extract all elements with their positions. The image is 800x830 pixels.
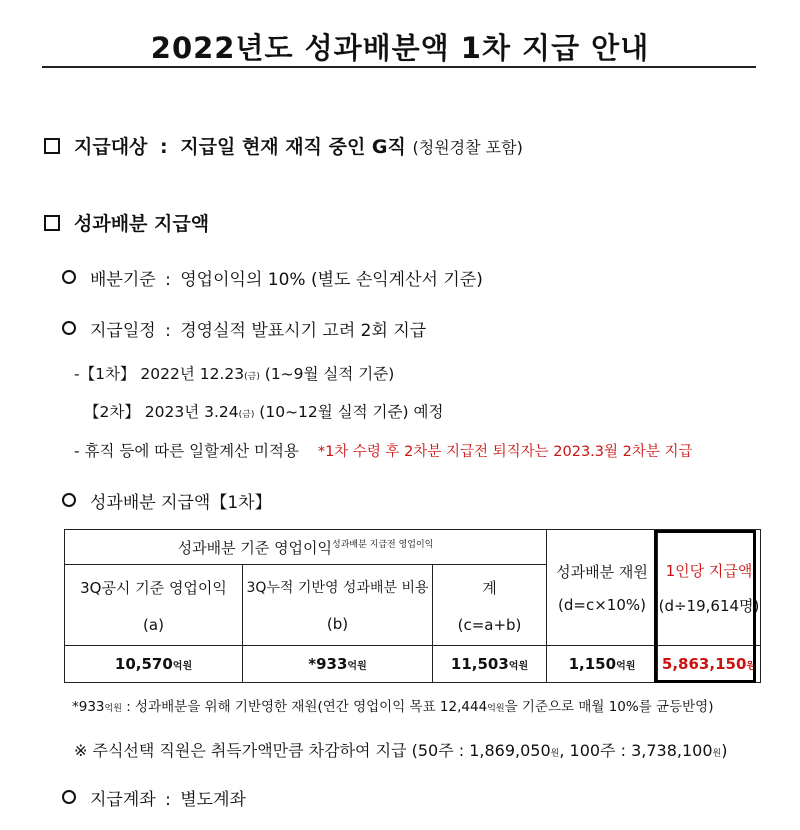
schedule-second [84, 400, 443, 422]
col-b-formula: (b) [326, 615, 349, 633]
col-a-label: 3Q공시 기준 영업이익 [80, 578, 227, 597]
basis-separator: : [165, 270, 171, 290]
col-b-label: 3Q누적 기반영 성과배분 비용 [246, 580, 429, 596]
page-title: 2022년도 성과배분액 1차 지급 안내 [150, 31, 650, 65]
value-a-unit: 억원 [172, 661, 193, 672]
value-d-unit: 억원 [616, 661, 636, 672]
amount-section-title: 성과배분 지급액 [74, 213, 210, 235]
account-item [62, 785, 246, 810]
stock-option-note [74, 738, 727, 761]
first-tag: 【1차】 [79, 365, 136, 383]
target-label: 지급대상 [74, 136, 148, 158]
header-col-a [65, 565, 243, 646]
schedule-label: 지급일정 [90, 321, 156, 341]
header-base-profit-sup: 성과배분 지급전 영업이익 [332, 539, 434, 550]
header-base-profit [65, 530, 547, 565]
value-b-unit: 억원 [347, 661, 367, 672]
footnote-unit: 억원 [104, 704, 122, 714]
account-value: 별도계좌 [180, 790, 246, 810]
first-date: 2022년 12.23 [140, 365, 245, 383]
second-date: 2023년 3.24 [144, 403, 239, 421]
leave-text: 휴직 등에 따른 일할계산 미적용 [84, 442, 299, 460]
value-d [547, 646, 658, 683]
footnote-unit-2: 억원 [487, 704, 505, 714]
table-footnote [72, 695, 714, 715]
stock-note-lead: ※ 주식선택 직원은 취득가액만큼 차감하여 지급 (50주 : 1,869,050 [74, 741, 551, 760]
col-c-formula: (c=a+b) [457, 615, 522, 634]
basis-value: 영업이익의 10% (별도 손익계산서 기준) [180, 270, 483, 290]
value-d-number: 1,150 [568, 655, 617, 673]
leave-warning: *1차 수령 후 2차분 지급전 퇴직자는 2023.3월 2차분 지급 [317, 444, 693, 460]
header-fund [547, 530, 658, 646]
target-separator: : [160, 136, 168, 158]
circle-bullet-icon [62, 493, 76, 507]
circle-bullet-icon [62, 790, 76, 804]
schedule-item [62, 316, 426, 341]
footnote-text-1: : 성과배분을 위해 기반영한 재원(연간 영업이익 목표 12,444 [126, 699, 488, 715]
schedule-first [74, 362, 394, 384]
title-underline [42, 66, 756, 68]
square-bullet-icon [44, 138, 60, 154]
stock-note-end: ) [721, 741, 728, 760]
dash-bullet: - [74, 365, 80, 383]
header-fund-label: 성과배분 재원 [556, 563, 648, 581]
value-c [433, 646, 547, 683]
header-per-person-formula: (d÷19,614명) [658, 596, 760, 615]
target-value: 지급일 현재 재직 중인 G직 [180, 136, 406, 158]
target-note: (청원경찰 포함) [412, 138, 523, 157]
account-separator: : [165, 790, 171, 810]
basis-label: 배분기준 [90, 270, 156, 290]
value-a [65, 646, 243, 683]
target-section [44, 132, 523, 159]
col-a-formula: (a) [143, 615, 164, 634]
circle-bullet-icon [62, 321, 76, 335]
stock-note-mid: , 100주 : 3,738,100 [559, 741, 713, 760]
header-fund-formula: (d=c×10%) [558, 596, 646, 614]
value-a-number: 10,570 [114, 655, 173, 673]
header-col-c [433, 565, 547, 646]
basis-item [62, 265, 483, 290]
stock-note-unit-1: 원 [550, 749, 560, 759]
footnote-text-2: 을 기준으로 매월 10%를 균등반영) [504, 699, 714, 715]
second-tag: 【2차】 [84, 403, 140, 421]
value-b [243, 646, 433, 683]
square-bullet-icon [44, 215, 60, 231]
value-b-number: *933 [308, 655, 348, 673]
schedule-value: 경영실적 발표시기 고려 2회 지급 [180, 321, 427, 341]
value-e-unit: 원 [746, 661, 757, 672]
account-label: 지급계좌 [90, 790, 156, 810]
value-e-number: 5,863,150 [661, 655, 747, 673]
stock-note-unit-2: 원 [712, 749, 722, 759]
header-per-person-label: 1인당 지급액 [665, 561, 753, 580]
first-detail: (1~9월 실적 기준) [264, 365, 395, 383]
second-detail: (10~12월 실적 기준) 예정 [259, 403, 444, 421]
col-c-label: 계 [482, 578, 497, 597]
amount-section-heading [44, 209, 209, 236]
footnote-mark: *933 [72, 699, 105, 715]
amount-heading: 성과배분 지급액【1차】 [90, 493, 272, 513]
circle-bullet-icon [62, 270, 76, 284]
dash-bullet: - [74, 442, 80, 460]
value-c-number: 11,503 [450, 655, 509, 673]
leave-note [74, 439, 693, 461]
second-day: (금) [238, 410, 255, 420]
amount-item [62, 488, 272, 513]
header-col-b [243, 565, 433, 646]
schedule-separator: : [165, 321, 171, 341]
value-c-unit: 억원 [508, 661, 529, 672]
header-base-profit-label: 성과배분 기준 영업이익 [177, 538, 333, 557]
first-day: (금) [244, 372, 260, 382]
per-person-highlight-box [654, 530, 756, 683]
